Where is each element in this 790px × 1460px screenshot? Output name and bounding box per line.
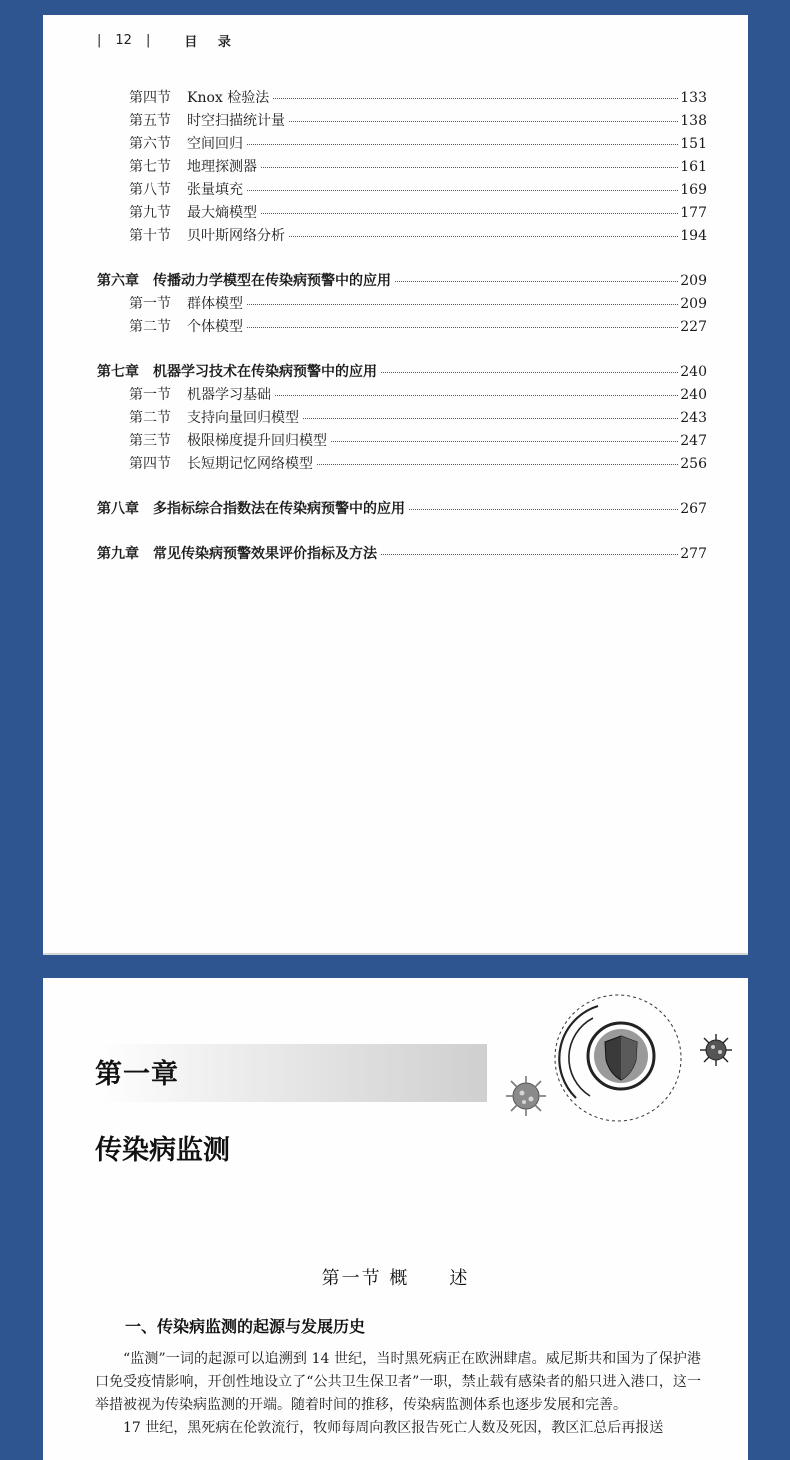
toc-leader-dots <box>247 144 678 145</box>
subsection-title: 一、传染病监测的起源与发展历史 <box>125 1317 366 1336</box>
paragraph: 17 世纪，黑死病在伦敦流行，牧师每周向教区报告死亡人数及死因，教区汇总后再报送 <box>123 1420 664 1436</box>
toc-entry-number: 第四节 <box>129 456 171 472</box>
toc-entry <box>97 225 707 248</box>
toc-chapter-entry <box>97 498 707 521</box>
toc-entry-title: 长短期记忆网络模型 <box>187 456 313 472</box>
toc-entry <box>97 430 707 453</box>
toc-entry <box>97 156 707 179</box>
toc-leader-dots <box>303 418 678 419</box>
toc-entry-number: 第七章 <box>97 364 139 380</box>
toc-entry-number: 第八节 <box>129 182 171 198</box>
toc-leader-dots <box>261 213 678 214</box>
toc-entry-page: 177 <box>680 205 707 221</box>
toc-entry-title: 传播动力学模型在传染病预警中的应用 <box>153 273 391 289</box>
toc-entry <box>97 179 707 202</box>
toc-entry-page: 240 <box>680 364 707 380</box>
toc-leader-dots <box>273 98 678 99</box>
header-title: 目 录 <box>184 35 239 50</box>
toc-entry-title: 支持向量回归模型 <box>187 410 299 426</box>
toc-leader-dots <box>247 327 678 328</box>
toc-entry-page: 209 <box>680 273 707 289</box>
toc-entry-title: 机器学习技术在传染病预警中的应用 <box>153 364 377 380</box>
toc-entry <box>97 202 707 225</box>
table-of-contents <box>97 87 707 566</box>
toc-entry-title: 贝叶斯网络分析 <box>187 228 285 244</box>
section-title: 第一节 概 述 <box>321 1268 470 1289</box>
toc-entry-page: 194 <box>680 228 707 244</box>
toc-leader-dots <box>275 395 678 396</box>
toc-leader-dots <box>409 509 678 510</box>
toc-leader-dots <box>381 554 678 555</box>
toc-entry-title: 群体模型 <box>187 296 243 312</box>
toc-entry-number: 第六节 <box>129 136 171 152</box>
body-text <box>95 1348 701 1440</box>
toc-leader-dots <box>247 190 678 191</box>
toc-entry-page: 169 <box>680 182 707 198</box>
toc-entry <box>97 87 707 110</box>
toc-entry-number: 第三节 <box>129 433 171 449</box>
toc-leader-dots <box>317 464 678 465</box>
toc-entry-number: 第五节 <box>129 113 171 129</box>
shield-icon <box>588 1023 654 1089</box>
toc-entry-page: 247 <box>680 433 707 449</box>
toc-chapter-entry <box>97 361 707 384</box>
toc-entry-title: 个体模型 <box>187 319 243 335</box>
toc-entry-number: 第一节 <box>129 296 171 312</box>
chapter-decoration <box>498 988 748 1138</box>
toc-chapter-entry <box>97 270 707 293</box>
paragraph: “监测”一词的起源可以追溯到 14 世纪，当时黑死病正在欧洲肆虐。威尼斯共和国为了保护港口免受疫情影响，开创性地设立了“公共卫生保卫者”一职，禁止载有感染者的船只进入港口，这一举措被视为传染病监测的开端。随着时间的推移，传染病监测体系也逐步发展和完善。 <box>95 1351 701 1413</box>
toc-entry-page: 277 <box>680 546 707 562</box>
toc-chapter-entry <box>97 543 707 566</box>
toc-entry-number: 第七节 <box>129 159 171 175</box>
toc-page <box>43 15 748 953</box>
toc-leader-dots <box>247 304 678 305</box>
toc-entry-page: 227 <box>680 319 707 335</box>
arc-outer <box>559 1006 598 1098</box>
toc-entry-title: 多指标综合指数法在传染病预警中的应用 <box>153 501 405 517</box>
toc-entry-page: 161 <box>680 159 707 175</box>
toc-entry-page: 243 <box>680 410 707 426</box>
toc-entry-title: Knox 检验法 <box>187 90 270 106</box>
toc-entry-page: 133 <box>680 90 707 106</box>
toc-entry-number: 第九节 <box>129 205 171 221</box>
toc-entry-page: 151 <box>680 136 707 152</box>
toc-entry-number: 第二节 <box>129 410 171 426</box>
toc-entry-page: 256 <box>680 456 707 472</box>
toc-entry-number: 第九章 <box>97 546 139 562</box>
header-page-number: 12 <box>115 33 132 48</box>
toc-entry <box>97 384 707 407</box>
toc-entry-page: 209 <box>680 296 707 312</box>
toc-entry <box>97 293 707 316</box>
toc-entry-number: 第四节 <box>129 90 171 106</box>
toc-leader-dots <box>381 372 678 373</box>
toc-entry <box>97 110 707 133</box>
toc-entry-title: 时空扫描统计量 <box>187 113 285 129</box>
toc-entry <box>97 316 707 339</box>
toc-leader-dots <box>331 441 678 442</box>
toc-entry-title: 最大熵模型 <box>187 205 257 221</box>
chapter-label: 第一章 <box>95 1059 179 1090</box>
toc-entry-title: 常见传染病预警效果评价指标及方法 <box>153 546 377 562</box>
header-bar-left: | <box>97 33 102 48</box>
toc-entry-page: 267 <box>680 501 707 517</box>
toc-entry-number: 第八章 <box>97 501 139 517</box>
toc-entry-title: 极限梯度提升回归模型 <box>187 433 327 449</box>
toc-entry-number: 第十节 <box>129 228 171 244</box>
toc-leader-dots <box>289 121 678 122</box>
virus-small-icon <box>700 1034 732 1066</box>
toc-entry <box>97 133 707 156</box>
chapter-title: 传染病监测 <box>95 1135 230 1166</box>
toc-entry <box>97 453 707 476</box>
toc-entry-title: 机器学习基础 <box>187 387 271 403</box>
toc-leader-dots <box>395 281 678 282</box>
toc-entry-number: 第二节 <box>129 319 171 335</box>
toc-entry-title: 空间回归 <box>187 136 243 152</box>
toc-entry-number: 第一节 <box>129 387 171 403</box>
virus-icon <box>506 1076 546 1116</box>
chapter-page <box>43 978 748 1460</box>
running-header <box>97 31 239 50</box>
header-bar-right: | <box>145 33 151 48</box>
toc-leader-dots <box>289 236 678 237</box>
toc-entry-title: 张量填充 <box>187 182 243 198</box>
toc-entry <box>97 407 707 430</box>
toc-entry-title: 地理探测器 <box>187 159 257 175</box>
toc-leader-dots <box>261 167 678 168</box>
toc-entry-page: 240 <box>680 387 707 403</box>
toc-entry-page: 138 <box>680 113 707 129</box>
toc-entry-number: 第六章 <box>97 273 139 289</box>
